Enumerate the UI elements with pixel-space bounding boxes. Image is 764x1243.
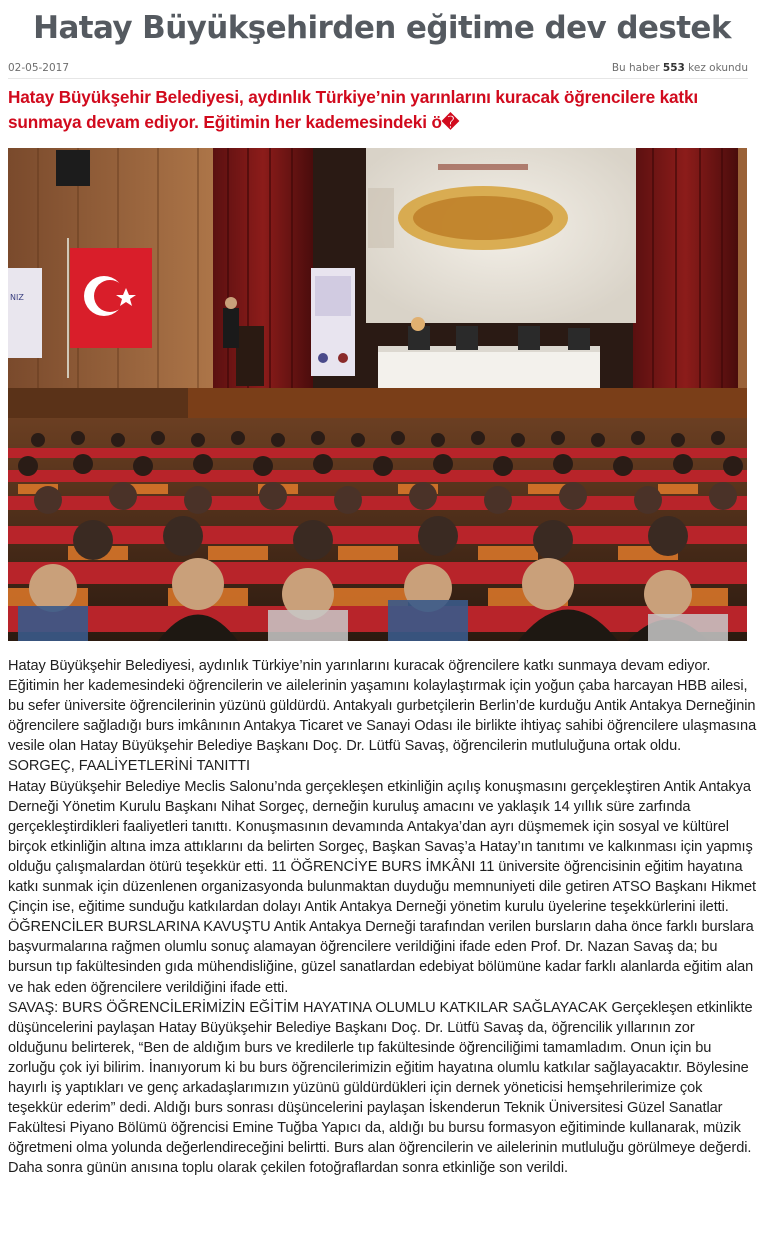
body-paragraph: Hatay Büyükşehir Belediye Meclis Salonu’nda gerçekleşen etkinliğin açılış konuşmasını gerçekleştiren Antik Antakya Derneği Yönetim Kurulu Başkanı Nihat Sorgeç, derneğin kuruluş amacını ve yaklaşık 14 yıllık süre zarfında gerçekleştirdikleri faaliyetleri tanıttı. Konuşmasının devamında Antakya’dan ayrı düşmemek için sosyal ve kültürel birçok etkinliğin altına imza attıklarını da belirten Sorgeç, Başkan Savaş’a Hatay’ın tanıtımı ve kalkınması için yapmış olduğu çalışmalardan ötürü teşekkür etti. 11 ÖĞRENCİYE BURS İMKÂNI 11 üniversite öğrencisinin eğitim hayatına katkı sunmak için düzenlenen organizasyonda bulunmaktan duyduğu memnuniyeti dile getiren ATSO Başkanı Hikmet Çinçin ise, eğitime sunduğu katkılardan dolayı Antik Antakya Derneği yönetim kurulu üyelerine teşekkürlerini iletti. ÖĞRENCİLER BURSLARINA KAVUŞTU Antik Antakya Derneği tarafından verilen bursların daha önce farklı burslara başvurmalarına rağmen olumlu sonuç alamayan öğrencilere verildiğini ifade eden Prof. Dr. Nazan Savaş da; bu bursun tıp fakültesinden gıda mühendisliğine, güzel sanatlardan edebiyat bölümüne kadar farklı alanlarda eğitim alan ve hak eden öğrencilere verildiğini ifade etti. [8, 778, 756, 996]
article-photo [8, 148, 747, 641]
view-counter [612, 62, 748, 74]
banner-text: NIZ [10, 293, 24, 302]
body-paragraph: Daha sonra günün anısına toplu olarak çekilen fotoğraflardan sonra etkinliğe son verildi. [8, 1160, 568, 1177]
publish-date: 02-05-2017 [8, 62, 70, 74]
views-prefix: Bu haber [611, 62, 663, 74]
article-body [8, 656, 758, 1178]
conference-hall-image [8, 148, 747, 641]
article-lead: Hatay Büyükşehir Belediyesi, aydınlık Türkiye’nin yarınlarını kuracak öğrencilere katkı sunmaya devam ediyor. Eğitimin her kademesindeki ö� [8, 87, 699, 132]
views-suffix: kez okundu [684, 62, 748, 74]
body-subheading: SORGEÇ, FAALİYETLERİNİ TANITTI [8, 758, 250, 775]
article-title: Hatay Büyükşehirden eğitime dev destek [33, 10, 731, 46]
views-count: 553 [662, 62, 685, 74]
body-paragraph: Hatay Büyükşehir Belediyesi, aydınlık Türkiye’nin yarınlarını kuracak öğrencilere katkı sunmaya devam ediyor. Eğitimin her kademesindeki öğrencilerin ve ailelerinin yaşamını kolaylaştırmak için yoğun çaba harcayan HBB ailesi, bu sefer üniversite öğrencilerinin yüzünü güldürdü. Antakyalı gurbetçilerin Berlin’de kurduğu Antik Antakya Derneğinin öğrencilere sağladığı burs imkânının Antakya Ticaret ve Sanayi Odası ile birlikte ihtiyaç sahibi öğrencilere ulaşmasına vesile olan Hatay Büyükşehir Belediye Başkanı Doç. Dr. Lütfü Savaş, öğrencilerin mutluluğuna ortak oldu. [8, 658, 757, 755]
article-meta [8, 60, 748, 79]
body-paragraph: SAVAŞ: BURS ÖĞRENCİLERİMİZİN EĞİTİM HAYATINA OLUMLU KATKILAR SAĞLAYACAK Gerçekleşen etkinlikte düşüncelerini paylaşan Hatay Büyükşehir Belediye Başkanı Doç. Dr. Lütfü Savaş da, öğrencilik yıllarının zor olduğunu belirterek, “Ben de aldığım burs ve kredilerle tıp fakültesinde öğrenciliğimi tamamladım. Onun için bu zorluğu çok iyi bilirim. İnanıyorum ki bu burs öğrencilerimizin eğitim hayatına olumlu katkılar sağlayacaktır. Böylesine hayırlı iş yaptıkları ve genç arkadaşlarımızın yüzünü güldürdükleri için dernek yöneticisi hemşehrilerimize çok teşekkür ederim” dedi. Aldığı burs sonrası düşüncelerini paylaşan İskenderun Teknik Üniversitesi Güzel Sanatlar Fakültesi Piyano Bölümü öğrencisi Emine Tuğba Yapıcı da, aldığı bu bursu formasyon eğitiminde kullanarak, müzik öğretmeni olma yolunda değerlendireceğini belirtti. Burs alan öğrencilerin ve ailelerinin mutluluğu görülmeye değerdi. [8, 999, 753, 1157]
